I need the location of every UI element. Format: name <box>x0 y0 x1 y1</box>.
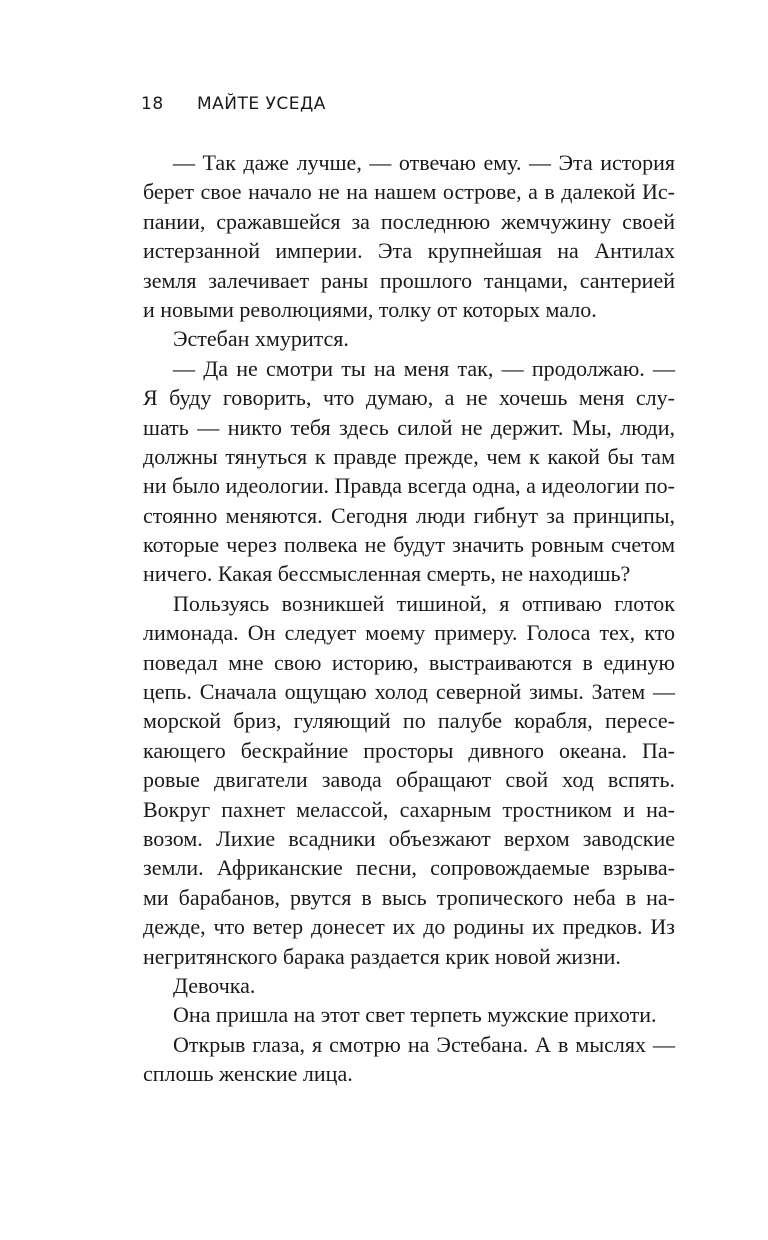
text-line: лимонада. Он следует моему примеру. Голоса тех, кто <box>143 620 675 646</box>
text-line: ми барабанов, рвутся в высь тропического неба в на- <box>143 884 675 910</box>
text-line: — Так даже лучше, — отвечаю ему. — Эта история <box>173 150 675 175</box>
text-line: дежде, что ветер донесет их до родины их предков. Из <box>143 914 675 940</box>
author-name: МАЙТЕ УСЕДА <box>197 94 326 114</box>
text-line: Девочка. <box>173 972 256 998</box>
text-line: возом. Лихие всадники объезжают верхом заводские <box>143 825 675 851</box>
text-line: ровые двигатели завода обращают свой ход вспять. <box>143 767 675 793</box>
text-line: Она пришла на этот свет терпеть мужские прихоти. <box>173 1002 657 1028</box>
text-line: ничего. Какая бессмысленная смерть, не находишь? <box>143 561 631 587</box>
text-line: берет свое начало не на нашем острове, а в далекой Ис- <box>143 179 675 205</box>
text-line: Я буду говорить, что думаю, а не хочешь меня слу- <box>143 385 675 411</box>
body-text <box>143 148 675 1089</box>
text-line: Эстебан хмурится. <box>173 326 349 352</box>
text-line: Пользуясь возникшей тишиной, я отпиваю глоток <box>173 590 675 616</box>
text-line: поведал мне свою историю, выстраиваются в единую <box>143 649 675 675</box>
text-line: сплошь женские лица. <box>143 1061 353 1087</box>
running-head <box>141 94 326 114</box>
text-line: морской бриз, гуляющий по палубе корабля, пересе- <box>143 708 675 734</box>
text-line: шать — никто тебя здесь силой не держит. Мы, люди, <box>143 414 675 440</box>
text-line: — Да не смотри ты на меня так, — продолжаю. — <box>173 355 675 381</box>
text-line: стоянно меняются. Сегодня люди гибнут за принципы, <box>143 502 675 528</box>
text-line: ни было идеологии. Правда всегда одна, а идеологии по- <box>143 473 675 499</box>
text-line: Вокруг пахнет мелассой, сахарным тростником и на- <box>143 796 675 822</box>
page-number: 18 <box>141 94 164 114</box>
text-line: истерзанной империи. Эта крупнейшая на Антилах <box>143 238 675 264</box>
text-line: пании, сражавшейся за последнюю жемчужину своей <box>143 208 675 234</box>
text-line: и новыми революциями, толку от которых мало. <box>143 296 597 322</box>
text-line: должны тянуться к правде прежде, чем к какой бы там <box>143 443 675 469</box>
text-line: негритянского барака раздается крик новой жизни. <box>143 943 621 969</box>
text-line: земля залечивает раны прошлого танцами, сантерией <box>143 267 675 293</box>
text-line: кающего бескрайние просторы дивного океана. Па- <box>143 737 675 763</box>
text-line: которые через полвека не будут значить ровным счетом <box>143 532 675 558</box>
text-line: земли. Африканские песни, сопровождаемые взрыва- <box>143 855 675 881</box>
text-line: Открыв глаза, я смотрю на Эстебана. А в мыслях — <box>173 1031 675 1057</box>
text-line: цепь. Сначала ощущаю холод северной зимы. Затем — <box>143 679 675 705</box>
